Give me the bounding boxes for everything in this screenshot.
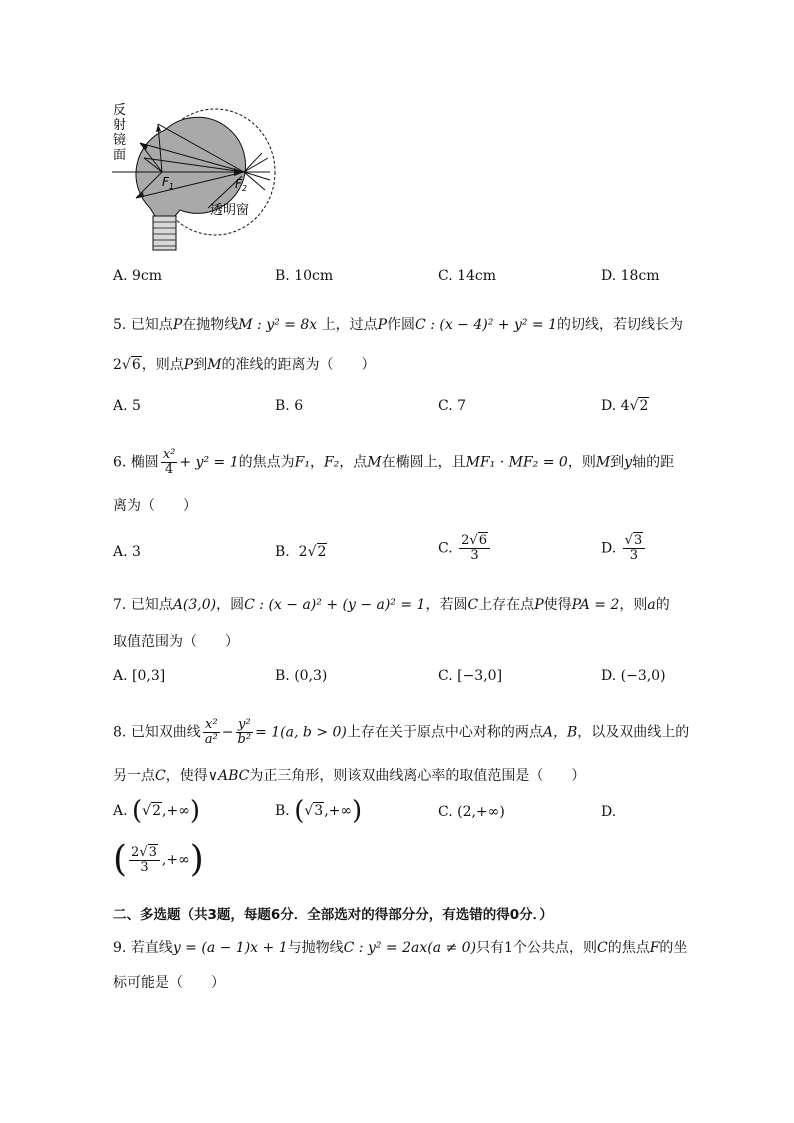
q6-options	[113, 533, 713, 574]
q6-option-b[interactable]: B. 2√2	[275, 544, 327, 560]
q7-option-d[interactable]: D. (−3,0)	[601, 668, 666, 684]
q8-line-2: 另一点C，使得∨ABC为正三角形，则该双曲线离心率的取值范围是（ ）	[113, 768, 586, 784]
q7-line-2: 取值范围为（ ）	[113, 634, 239, 650]
q6-line-2: 离为（ ）	[113, 498, 197, 514]
q6-line-1: 6. 椭圆 $\frac{\text{x²}}{4}$ + y² = 1的焦点为F₁，F₂，点M在椭圆上，且MF₁ · MF₂ = 0，则M到y轴的距	[113, 447, 675, 477]
q5-option-d[interactable]: D. 4√2	[601, 398, 649, 414]
label-mirror-1: 反	[113, 103, 127, 118]
q9-line-2: 标可能是（ ）	[113, 975, 225, 991]
q7-option-a[interactable]: A. [0,3]	[113, 668, 166, 684]
q8-line-1: 8. 已知双曲线 $\frac{\text{x²}}{\text{a²}}$ − $\frac{\text{y²}}{\text{b²}}$ = 1(a, b > 0)上存在关于原点中心对称的两点A，B，以及双曲线上的	[113, 717, 690, 747]
q5-option-b[interactable]: B. 6	[275, 398, 304, 414]
q5-option-a[interactable]: A. 5	[113, 398, 141, 414]
q6-option-a[interactable]: A. 3	[113, 544, 141, 560]
q4-options	[113, 268, 713, 290]
label-mirror-3: 镜	[113, 133, 127, 148]
label-mirror-4: 面	[113, 148, 127, 163]
label-mirror-2: 射	[113, 118, 127, 133]
reflector-figure	[110, 98, 300, 258]
label-window: 透明窗	[210, 203, 250, 218]
bulb-base	[153, 216, 176, 250]
q8-option-c[interactable]: C. (2,+∞)	[438, 804, 505, 820]
q6-option-c[interactable]: C. $\frac{2√6}{3}$	[438, 534, 492, 563]
q7-option-c[interactable]: C. [−3,0]	[438, 668, 503, 684]
q7-option-b[interactable]: B. (0,3)	[275, 668, 328, 684]
q4-option-a[interactable]: A. 9cm	[113, 268, 163, 284]
q5-line-2: 2√6，则点P到M的准线的距离为（ ）	[113, 357, 376, 373]
q8-option-d[interactable]: ( $\frac{2√3}{3}$ ,+∞)	[113, 839, 204, 880]
q4-option-b[interactable]: B. 10cm	[275, 268, 334, 284]
q6-option-d[interactable]: D. $\frac{√3}{3}$	[601, 534, 647, 563]
section-2-heading: 二、多选题（共3题，每题6分．全部选对的得部分分，有选错的得0分．）	[113, 907, 553, 923]
focus2-label: $F_2$	[235, 177, 247, 193]
q8-option-a[interactable]: A. (√2,+∞)	[113, 796, 201, 826]
q9-line-1: 9. 若直线y = (a − 1)x + 1与抛物线C : y² = 2ax(a ≠ 0)只有1个公共点，则C的焦点F的坐	[113, 940, 688, 956]
q5-option-c[interactable]: C. 7	[438, 398, 467, 414]
q4-option-d[interactable]: D. 18cm	[601, 268, 660, 284]
q5-options	[113, 398, 713, 420]
q4-option-c[interactable]: C. 14cm	[438, 268, 497, 284]
focus1-label: $F_1$	[162, 175, 174, 191]
q5-line-1: 5. 已知点P在抛物线M : y² = 8x 上，过点P作圆C : (x − 4)² + y² = 1的切线，若切线长为	[113, 317, 684, 333]
q8-option-b[interactable]: B. (√3,+∞)	[275, 796, 363, 826]
q7-line-1: 7. 已知点A(3,0)，圆C : (x − a)² + (y − a)² = 1，若圆C上存在点P使得PA = 2，则a的	[113, 597, 670, 613]
q8-options	[113, 796, 713, 826]
mirror-bulb	[136, 117, 246, 216]
q8-option-d-label[interactable]: D.	[601, 804, 617, 820]
q7-options	[113, 668, 713, 690]
